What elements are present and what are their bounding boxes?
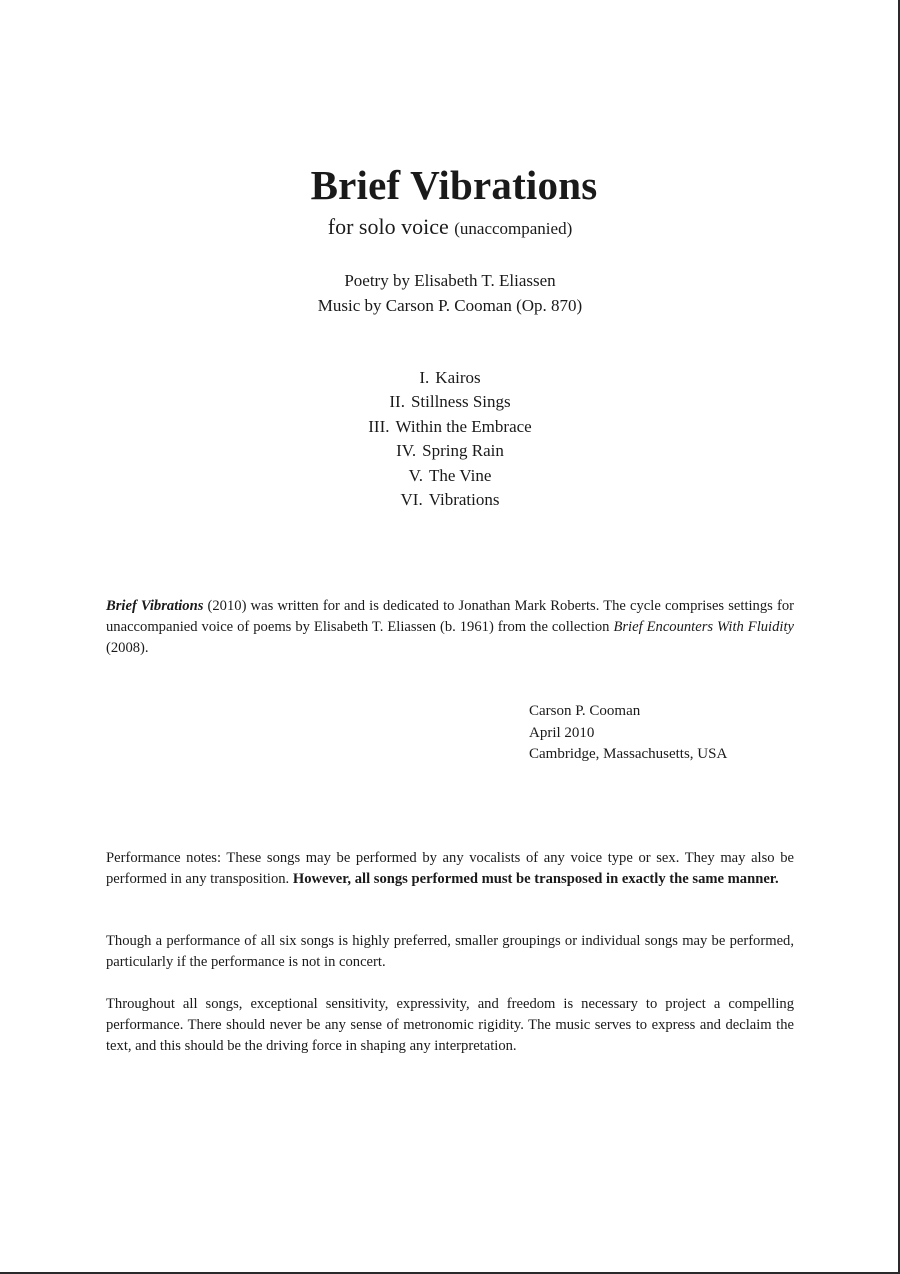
signature-date: April 2010 [529,724,595,741]
performance-note-3: Throughout all songs, exceptional sensitivity, expressivity, and freedom is necessary to project a compelling performance. There should never be any sense of metronomic rigidity. The music serves to express and declaim the text, and this should be the driving force in shaping any interpretation. [106,996,794,1054]
movement-number: VI. [400,490,423,510]
music-credit: Music by Carson P. Cooman (Op. 870) [317,296,583,315]
program-note-collection: Brief Encounters With Fluidity [613,619,794,635]
movement-item [0,415,900,439]
movement-list [0,366,900,512]
movement-number: I. [419,368,430,387]
movement-number: II. [389,392,405,412]
movement-item [0,464,900,488]
performance-note-2: Though a performance of all six songs is highly preferred, smaller groupings or individual songs may be performed, particularly if the performance is not in concert. [106,933,794,970]
program-note [106,596,794,659]
credits-block [0,268,900,318]
movement-title: Spring Rain [422,441,504,461]
signature-place: Cambridge, Massachusetts, USA [529,746,728,762]
performance-note-1-emphasis: However, all songs performed must be transposed in exactly the same manner. [292,871,779,887]
instrumentation [0,212,900,244]
instrumentation-note: (unaccompanied) [454,219,573,238]
performance-note-1 [106,848,794,890]
movement-number: V. [408,465,423,485]
movement-title: The Vine [428,465,492,485]
program-note-work-title: Brief Vibrations [106,598,204,614]
signature-name: Carson P. Cooman [529,703,641,719]
signature-block [529,701,727,766]
instrumentation-main: for solo voice [327,214,449,239]
movement-item [0,366,900,390]
movement-title: Kairos [435,368,481,387]
movement-title: Stillness Sings [410,392,511,412]
movement-number: III. [368,416,390,436]
performance-note-1-text: Performance notes: These songs may be performed by any vocalists of any voice type or sex. They may also be performed in any transposition. [106,850,794,887]
movement-item [0,390,900,414]
program-note-text-end: (2008). [106,640,149,656]
movement-item [0,488,900,512]
movement-title: Within the Embrace [395,416,532,436]
movement-item [0,439,900,463]
movement-number: IV. [396,441,417,461]
movement-title: Vibrations [428,490,500,510]
program-note-text: (2010) was written for and is dedicated to Jonathan Mark Roberts. The cycle comprises settings for unaccompanied voice of poems by Elisabeth T. Eliassen (b. 1961) from the collection [106,598,794,635]
poetry-credit: Poetry by Elisabeth T. Eliassen [344,271,556,290]
work-title: Brief Vibrations [310,162,598,208]
